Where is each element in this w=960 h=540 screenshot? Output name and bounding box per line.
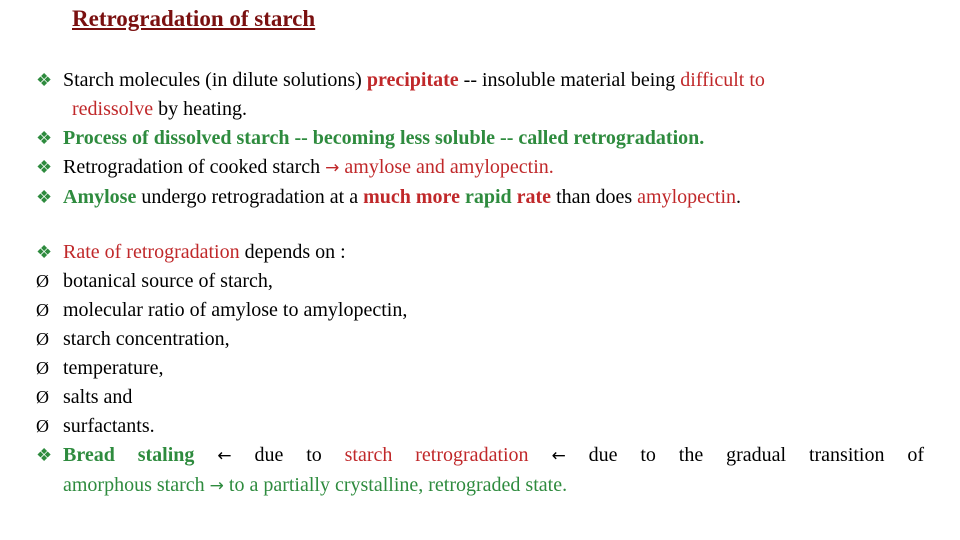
bullet-list-top [36, 66, 924, 212]
diamond-bullet-icon: ❖ [36, 70, 53, 90]
diamond-bullet-icon: ❖ [36, 445, 53, 465]
left-arrow-icon: ← [551, 446, 566, 466]
text-rapid: rapid [459, 186, 512, 208]
text-difficult: difficult to [680, 69, 765, 91]
text-amylose: Amylose [63, 186, 137, 208]
text-segment: depends on : [239, 241, 346, 263]
text-temperature: temperature, [63, 357, 164, 379]
text-segment: -- insoluble material being [458, 69, 681, 91]
text-redissolve: redissolve [72, 98, 154, 120]
bullet-cooked-starch [36, 153, 924, 183]
sub-bullet-temperature [36, 354, 924, 383]
bullet-list-bottom [36, 238, 924, 501]
text-segment: Retrogradation of cooked starch [63, 156, 326, 178]
text-botanical: botanical source of starch, [63, 270, 273, 292]
sub-bullet-surfactants [36, 412, 924, 441]
diamond-bullet-icon: ❖ [36, 187, 53, 207]
left-arrow-icon: ← [217, 446, 232, 466]
text-segment: due to the gradual transition of [588, 444, 925, 466]
bullet-starch-precipitate [36, 66, 924, 95]
diamond-bullet-icon: ❖ [36, 157, 53, 177]
text-starch-retrogradation: starch retrogradation [344, 444, 529, 466]
text-bread-staling: Bread staling [63, 444, 218, 466]
text-rate-of-retrogradation: Rate of retrogradation [63, 241, 240, 263]
text-surfactants: surfactants. [63, 415, 155, 437]
arrow-bullet-icon: Ø [36, 416, 49, 436]
text-crystalline-state: to a partially crystalline, retrograded state. [223, 474, 568, 496]
text-segment: undergo retrogradation at a [136, 186, 364, 208]
text-precipitate: precipitate [366, 69, 459, 91]
text-ratio: molecular ratio of amylose to amylopectin, [63, 299, 408, 321]
text-much-more: much more [363, 186, 460, 208]
bullet-continuation [36, 95, 924, 124]
bullet-amylose-rate [36, 183, 924, 212]
diamond-bullet-icon: ❖ [36, 128, 53, 148]
diamond-bullet-icon: ❖ [36, 242, 53, 262]
right-arrow-icon: → [325, 158, 340, 178]
text-segment: than does [551, 186, 638, 208]
bullet-rate-depends [36, 238, 924, 267]
text-segment: Starch molecules (in dilute solutions) [63, 69, 367, 91]
text-process: Process of dissolved starch -- becoming less soluble -- called retrogradation. [63, 127, 705, 149]
arrow-bullet-icon: Ø [36, 387, 49, 407]
arrow-bullet-icon: Ø [36, 271, 49, 291]
arrow-bullet-icon: Ø [36, 358, 49, 378]
sub-bullet-botanical [36, 267, 924, 296]
bullet-bread-staling [36, 441, 924, 471]
text-salts: salts and [63, 386, 133, 408]
arrow-bullet-icon: Ø [36, 329, 49, 349]
sub-bullet-concentration [36, 325, 924, 354]
text-amylopectin: amylopectin [637, 186, 737, 208]
bullet-continuation [36, 471, 924, 501]
text-amylose-amylopectin: amylose and amylopectin. [339, 156, 554, 178]
bullet-process [36, 124, 924, 153]
text-segment: by heating. [153, 98, 247, 120]
text-rate: rate [511, 186, 552, 208]
slide-title: Retrogradation of starch [72, 6, 316, 31]
sub-bullet-ratio [36, 296, 924, 325]
text-amorphous-starch: amorphous starch [63, 474, 210, 496]
text-segment: . [736, 186, 742, 208]
text-concentration: starch concentration, [63, 328, 230, 350]
text-segment: due to [254, 444, 345, 466]
sub-bullet-salts [36, 383, 924, 412]
right-arrow-icon: → [209, 476, 224, 496]
arrow-bullet-icon: Ø [36, 300, 49, 320]
